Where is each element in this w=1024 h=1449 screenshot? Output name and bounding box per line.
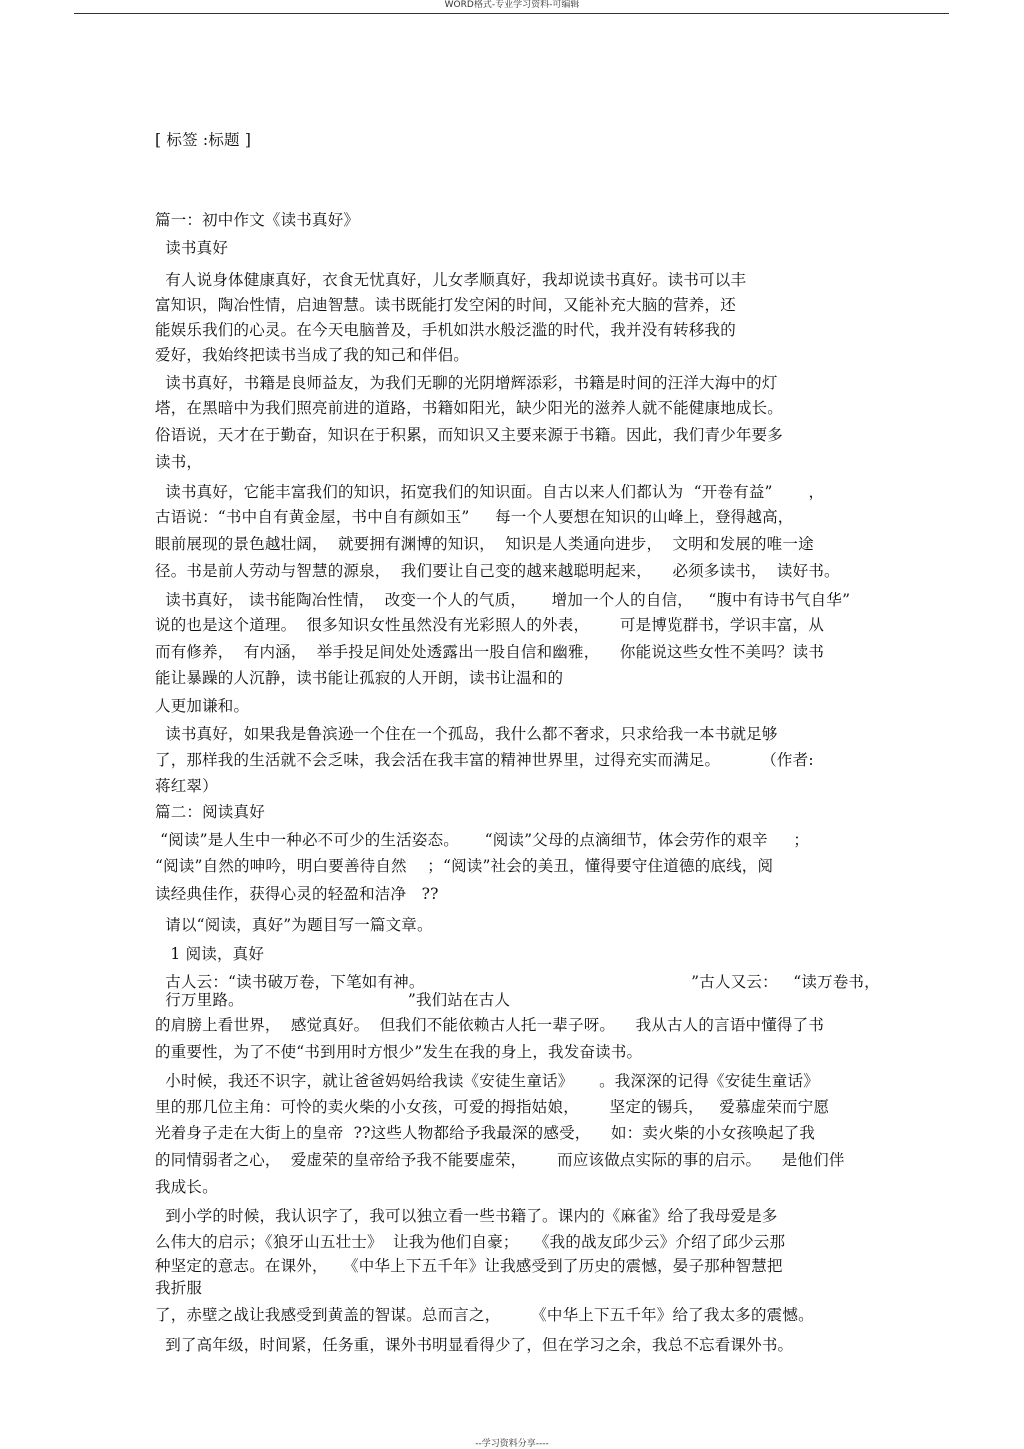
text-line: 眼前展现的景色越壮阔， 就要拥有渊博的知识， 知识是人类通向进步， 文明和发展的唯一途 [155,535,814,553]
text-line: 读书真好， 读书能陶冶性情， 改变一个人的气质， 增加一个人的自信， “腹中有诗书气自华” [155,591,851,609]
text-line: 读书真好，书籍是良师益友，为我们无聊的光阴增辉添彩，书籍是时间的汪洋大海中的灯 [155,374,778,392]
text-line: “阅读”自然的呻吟，明白要善待自然 ；“阅读”社会的美丑，懂得要守住道德的底线，阅 [155,857,774,875]
text-line: 行万里路。 ”我们站在古人 [155,991,511,1009]
section-title-2: 篇二：阅读真好 [155,803,265,821]
text-line: 古人云：“读书破万卷，下笔如有神。 ”古人又云： “读万卷书， [155,973,880,991]
text-line: 1 阅读，真好 [155,945,265,963]
text-line: 人更加谦和。 [155,697,250,715]
text-line: 径。书是前人劳动与智慧的源泉， 我们要让自己变的越来越聪明起来， 必须多读书， 读好书。 [155,562,840,580]
text-line: 而有修养， 有内涵， 举手投足间处处透露出一股自信和幽雅， 你能说这些女性不美吗？读书 [155,643,825,661]
text-line: 塔，在黑暗中为我们照亮前进的道路，书籍如阳光，缺少阳光的滋养人就不能健康地成长。 [155,399,784,417]
text-line: 请以“阅读，真好”为题目写一篇文章。 [155,916,433,934]
text-line: 读书真好，它能丰富我们的知识，拓宽我们的知识面。自古以来人们都认为 “开卷有益” ， [155,483,825,501]
text-line: 说的也是这个道理。 很多知识女性虽然没有光彩照人的外表， 可是博览群书，学识丰富，从 [155,616,825,634]
text-line: 光着身子走在大街上的皇帝 ??这些人物都给予我最深的感受， 如：卖火柴的小女孩唤起了我 [155,1124,816,1142]
text-line: 蒋红翠） [155,777,218,795]
text-line: 俗语说，天才在于勤奋，知识在于积累，而知识又主要来源于书籍。因此，我们青少年要多 [155,426,784,444]
text-line: 古语说：“书中自有黄金屋，书中自有颜如玉” 每一个人要想在知识的山峰上，登得越高， [155,508,794,526]
text-line: 有人说身体健康真好，衣食无忧真好，儿女孝顺真好，我却说读书真好。读书可以丰 [155,271,747,289]
text-line: 我成长。 [155,1178,218,1196]
text-line: 到了高年级，时间紧，任务重，课外书明显看得少了，但在学习之余，我总不忘看课外书。 [155,1336,794,1354]
text-line: 能让暴躁的人沉静，读书能让孤寂的人开朗，读书让温和的 [155,669,564,687]
text-line: 么伟大的启示；《狼牙山五壮士》 让我为他们自豪； 《我的战友邱少云》介绍了邱少云那 [155,1233,786,1251]
text-line: 读经典佳作，获得心灵的轻盈和洁净 ?? [155,885,439,903]
text-line: 小时候，我还不识字，就让爸爸妈妈给我读《安徒生童话》 。我深深的记得《安徒生童话》 [155,1072,819,1090]
text-line: 读书真好，如果我是鲁滨逊一个住在一个孤岛，我什么都不奢求，只求给我一本书就足够 [155,725,778,743]
text-line: 能娱乐我们的心灵。在今天电脑普及，手机如洪水般泛滥的时代，我并没有转移我的 [155,321,736,339]
text-line: 富知识，陶冶性情，启迪智慧。读书既能打发空闲的时间，又能补充大脑的营养，还 [155,296,736,314]
tag-line: [ 标签 :标题 ] [155,131,252,149]
text-line: 我折服 [155,1279,203,1297]
page-footer: --学习资料分享---- [475,1439,549,1449]
text-line: 了，那样我的生活就不会乏味，我会活在我丰富的精神世界里，过得充实而满足。 （作者: [155,751,814,769]
text-line: 读书， [155,453,203,471]
text-line: “阅读”是人生中一种必不可少的生活姿态。 “阅读”父母的点滴细节，体会劳作的艰辛 ； [155,831,810,849]
text-line: 了，赤壁之战让我感受到黄盖的智谋。总而言之， 《中华上下五千年》给了我太多的震憾。 [155,1306,814,1324]
section-title-1: 篇一：初中作文《读书真好》 [155,211,360,229]
text-line: 到小学的时候，我认识字了，我可以独立看一些书籍了。课内的《麻雀》给了我母爱是多 [155,1207,778,1225]
page-header: WORD格式-专业学习资料-可编辑 [444,0,580,10]
header-divider [74,13,949,14]
text-line: 的重要性，为了不使“书到用时方恨少”发生在我的身上，我发奋读书。 [155,1043,643,1061]
essay-title-1: 读书真好 [155,239,229,257]
text-line: 的同情弱者之心， 爱虚荣的皇帝给予我不能要虚荣， 而应该做点实际的事的启示。 是他们伴 [155,1151,845,1169]
text-line: 里的那几位主角：可怜的卖火柴的小女孩，可爱的拇指姑娘， 坚定的锡兵， 爱慕虚荣而宁愿 [155,1098,830,1116]
text-line: 爱好，我始终把读书当成了我的知己和伴侣。 [155,346,470,364]
text-line: 种坚定的意志。在课外， 《中华上下五千年》让我感受到了历史的震憾，晏子那种智慧把 [155,1257,783,1275]
text-line: 的肩膀上看世界， 感觉真好。 但我们不能依赖古人托一辈子呀。 我从古人的言语中懂得了书 [155,1016,825,1034]
